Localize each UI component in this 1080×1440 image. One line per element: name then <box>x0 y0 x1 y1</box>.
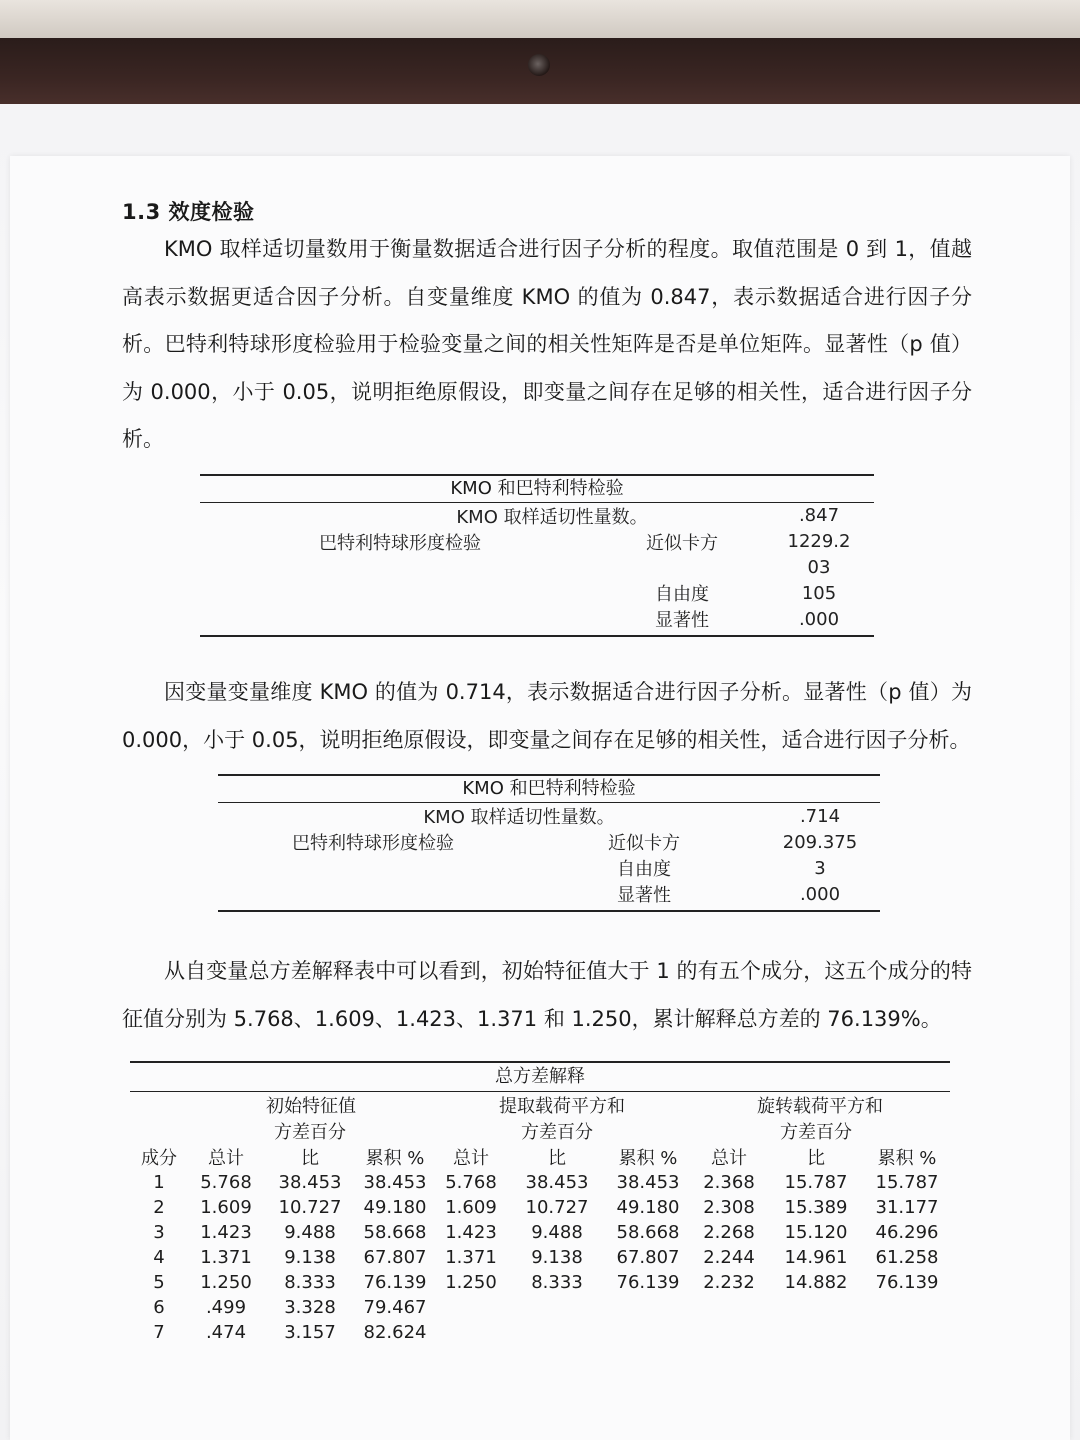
table-row <box>130 1220 950 1245</box>
col-pct: 方差百分 <box>780 1122 852 1143</box>
col-cum: 累积 % <box>618 1148 678 1169</box>
cell: 1.250 <box>445 1272 497 1293</box>
sig-label: 显著性 <box>617 885 671 906</box>
chi-value-cont: 03 <box>807 556 831 578</box>
cell: 38.453 <box>278 1172 342 1193</box>
cell: 58.668 <box>616 1222 680 1243</box>
table-header-row <box>130 1144 950 1170</box>
table-row <box>218 881 880 907</box>
table-row <box>130 1295 950 1320</box>
cell: 15.787 <box>784 1172 848 1193</box>
cell: 2.368 <box>703 1172 755 1193</box>
table-row <box>218 829 880 855</box>
cell: 8.333 <box>284 1272 336 1293</box>
kmo-table-1 <box>200 474 874 638</box>
cell: 79.467 <box>363 1297 427 1318</box>
cell <box>690 1295 768 1320</box>
cell: 14.882 <box>784 1272 848 1293</box>
cell: 76.139 <box>616 1272 680 1293</box>
document-page <box>10 156 1070 1440</box>
cell: 10.727 <box>278 1197 342 1218</box>
cell: 82.624 <box>363 1322 427 1343</box>
table-row <box>200 529 874 555</box>
col-cum: 累积 % <box>877 1148 937 1169</box>
sig-value: .000 <box>799 883 841 905</box>
cell <box>690 1320 768 1345</box>
cell-component: 1 <box>153 1172 165 1193</box>
col-pct: 方差百分 <box>521 1122 593 1143</box>
paragraph-variance: 从自变量总方差解释表中可以看到，初始特征值大于 1 的有五个成分，这五个成分的特征值分别为 5.768、1.609、1.423、1.371 和 1.250，累计解释总方差的 76.139%。 <box>122 959 972 1031</box>
kmo-table-body <box>200 503 874 633</box>
cell-component: 7 <box>153 1322 165 1343</box>
cell-component: 2 <box>153 1197 165 1218</box>
table-row <box>130 1170 950 1195</box>
col-total: 总计 <box>208 1148 244 1169</box>
cell: 61.258 <box>875 1247 939 1268</box>
cell <box>768 1295 864 1320</box>
chi-value: 209.375 <box>782 831 858 853</box>
cell: 1.423 <box>445 1222 497 1243</box>
cell: 49.180 <box>616 1197 680 1218</box>
kmo-label: KMO 取样适切性量数。 <box>456 506 648 528</box>
cell: 14.961 <box>784 1247 848 1268</box>
cell-component: 3 <box>153 1222 165 1243</box>
cell: 9.488 <box>531 1222 583 1243</box>
table-caption: KMO 和巴特利特检验 <box>450 477 624 499</box>
kmo-table-2 <box>218 774 880 912</box>
group-initial: 初始特征值 <box>266 1096 356 1117</box>
cell: 76.139 <box>875 1272 939 1293</box>
cell: 15.787 <box>875 1172 939 1193</box>
cell <box>434 1295 508 1320</box>
df-label: 自由度 <box>655 584 709 605</box>
cell: 2.268 <box>703 1222 755 1243</box>
cell: 1.423 <box>200 1222 252 1243</box>
cell: 9.488 <box>284 1222 336 1243</box>
cell: 1.609 <box>445 1197 497 1218</box>
table-row <box>130 1270 950 1295</box>
paragraph-kmo-intro: KMO 取样适切量数用于衡量数据适合进行因子分析的程度。取值范围是 0 到 1，值越高表示数据更适合因子分析。自变量维度 KMO 的值为 0.847，表示数据适合进行因子分析。巴特利特球形度检验用于检验变量之间的相关性矩阵是否是单位矩阵。显著性（p 值）为 0.000，小于 0.05，说明拒绝原假设，即变量之间存在足够的相关性，适合进行因子分析。 <box>122 237 972 451</box>
table-row <box>218 803 880 829</box>
cell <box>606 1295 690 1320</box>
cell: 8.333 <box>531 1272 583 1293</box>
kmo-value: .714 <box>799 805 841 827</box>
df-label: 自由度 <box>617 859 671 880</box>
table-rule <box>200 635 874 637</box>
col-total: 总计 <box>711 1148 747 1169</box>
cell: 58.668 <box>363 1222 427 1243</box>
cell: 38.453 <box>363 1172 427 1193</box>
section-title: 1.3 效度检验 <box>122 200 255 224</box>
cell: 15.389 <box>784 1197 848 1218</box>
cell: 76.139 <box>363 1272 427 1293</box>
table-header-row <box>130 1118 950 1144</box>
cell: 15.120 <box>784 1222 848 1243</box>
sig-label: 显著性 <box>655 610 709 631</box>
cell: 5.768 <box>200 1172 252 1193</box>
df-value: 105 <box>801 582 837 604</box>
bartlett-label: 巴特利特球形度检验 <box>319 532 481 554</box>
kmo-value: .847 <box>798 505 840 526</box>
chi-value: 1229.2 <box>787 531 851 552</box>
cell: 9.138 <box>284 1247 336 1268</box>
cell: 38.453 <box>525 1172 589 1193</box>
cell <box>864 1295 950 1320</box>
group-extract: 提取载荷平方和 <box>499 1096 625 1117</box>
paragraph-dependent-kmo: 因变量变量维度 KMO 的值为 0.714，表示数据适合进行因子分析。显著性（p 值）为 0.000，小于 0.05，说明拒绝原假设，即变量之间存在足够的相关性，适合进行因子分析。 <box>122 680 972 752</box>
cell: 38.453 <box>616 1172 680 1193</box>
cell: 1.371 <box>200 1247 252 1268</box>
cell: 1.250 <box>200 1272 252 1293</box>
webcam-icon <box>528 54 550 76</box>
cell <box>508 1295 606 1320</box>
table-row <box>200 555 874 581</box>
cell <box>606 1320 690 1345</box>
cell: 46.296 <box>875 1222 939 1243</box>
document-content <box>122 196 972 1345</box>
cell: 1.609 <box>200 1197 252 1218</box>
cell: 5.768 <box>445 1172 497 1193</box>
col-pct-tail: 比 <box>807 1148 825 1169</box>
cell: 3.157 <box>284 1322 336 1343</box>
cell: 67.807 <box>616 1247 680 1268</box>
df-value: 3 <box>814 857 826 879</box>
table-header-row <box>130 1092 950 1118</box>
kmo-table-body <box>218 803 880 907</box>
bartlett-label: 巴特利特球形度检验 <box>292 833 454 854</box>
col-pct-tail: 比 <box>548 1148 566 1169</box>
col-pct-tail: 比 <box>301 1148 319 1169</box>
kmo-label: KMO 取样适切性量数。 <box>423 807 615 828</box>
sig-value: .000 <box>798 608 840 630</box>
chi-label: 近似卡方 <box>646 532 718 554</box>
table-rule <box>218 910 880 912</box>
cell <box>768 1320 864 1345</box>
cell: 1.371 <box>445 1247 497 1268</box>
table-row <box>200 503 874 529</box>
col-component: 成分 <box>141 1148 177 1169</box>
cell: 31.177 <box>875 1197 939 1218</box>
cell-component: 6 <box>153 1297 165 1318</box>
table-caption: 总方差解释 <box>495 1066 585 1087</box>
variance-table-body <box>130 1092 950 1345</box>
table-row <box>130 1195 950 1220</box>
group-rotate: 旋转载荷平方和 <box>757 1096 883 1117</box>
col-cum: 累积 % <box>365 1148 425 1169</box>
chi-label: 近似卡方 <box>608 833 680 854</box>
cell: 67.807 <box>363 1247 427 1268</box>
cell: 2.244 <box>703 1247 755 1268</box>
table-row <box>200 580 874 606</box>
variance-table <box>130 1061 950 1345</box>
cell <box>864 1320 950 1345</box>
cell: 2.308 <box>703 1197 755 1218</box>
table-row <box>130 1245 950 1270</box>
col-pct: 方差百分 <box>274 1122 346 1143</box>
table-row <box>130 1320 950 1345</box>
cell <box>434 1320 508 1345</box>
cell: .474 <box>205 1322 247 1343</box>
cell: 2.232 <box>703 1272 755 1293</box>
laptop-bezel-top <box>0 0 1080 40</box>
cell: 10.727 <box>525 1197 589 1218</box>
table-caption: KMO 和巴特利特检验 <box>462 778 636 799</box>
cell-component: 4 <box>153 1247 165 1268</box>
cell: 9.138 <box>531 1247 583 1268</box>
cell: 3.328 <box>284 1297 336 1318</box>
table-row <box>200 606 874 632</box>
cell: 49.180 <box>363 1197 427 1218</box>
cell: .499 <box>205 1297 247 1318</box>
table-row <box>218 855 880 881</box>
cell-component: 5 <box>153 1272 165 1293</box>
col-total: 总计 <box>453 1148 489 1169</box>
cell <box>508 1320 606 1345</box>
